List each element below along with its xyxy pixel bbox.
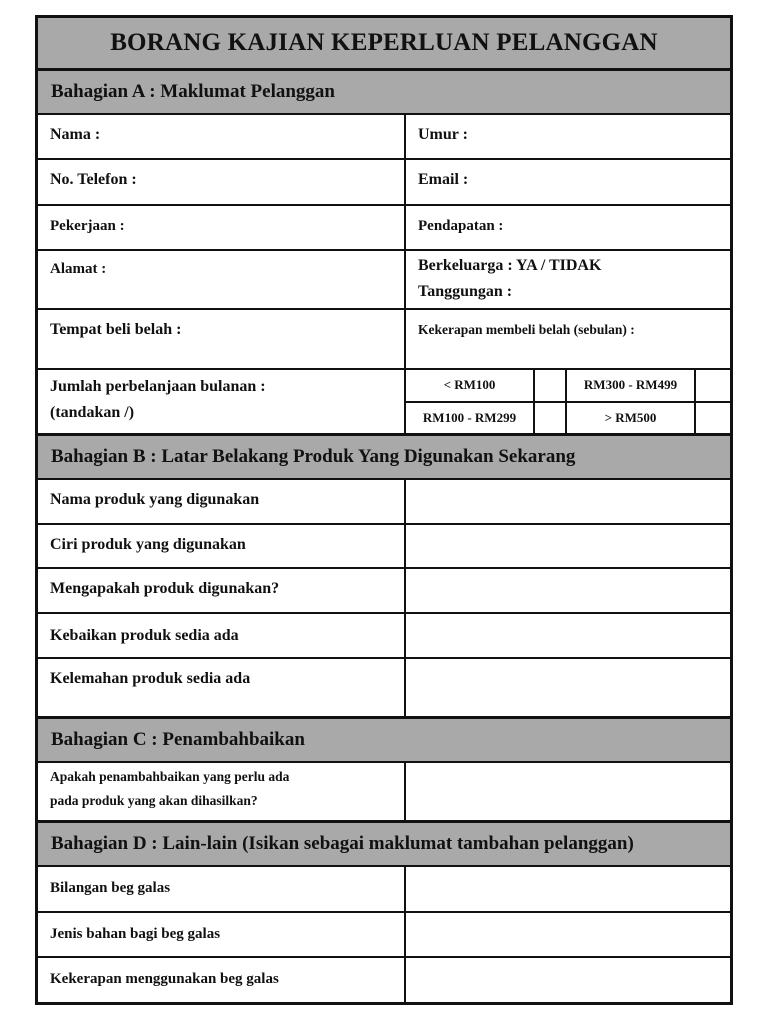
section-d-title: Bahagian D : Lain-lain (Isikan sebagai maklumat tambahan pelanggan) <box>51 833 634 854</box>
penambahbaikan-label-cell <box>38 763 406 820</box>
kelemahan-answer[interactable] <box>406 659 730 716</box>
nama-field[interactable] <box>38 115 406 158</box>
row-bilangan-beg <box>38 867 730 913</box>
umur-label: Umur : <box>418 126 468 143</box>
section-b-header <box>38 436 730 480</box>
mengapakah-label-cell <box>38 569 406 612</box>
row-kekerapan-beg <box>38 958 730 1002</box>
spending-options-row-2 <box>406 403 730 434</box>
section-a-title: Bahagian A : Maklumat Pelanggan <box>51 81 335 102</box>
bilangan-beg-answer[interactable] <box>406 867 730 911</box>
penambahbaikan-question-line1: Apakah penambahbaikan yang perlu ada <box>50 769 290 784</box>
option-below-100-label: < RM100 <box>406 370 535 401</box>
row-mengapakah <box>38 569 730 614</box>
option-300-499-checkbox[interactable] <box>696 370 730 401</box>
email-label: Email : <box>418 171 469 188</box>
jumlah-label-cell <box>38 370 406 433</box>
ciri-produk-answer[interactable] <box>406 525 730 567</box>
kebaikan-label: Kebaikan produk sedia ada <box>50 627 239 644</box>
row-nama-umur <box>38 115 730 160</box>
spending-options-grid <box>406 370 730 433</box>
row-kelemahan <box>38 659 730 719</box>
option-100-299-checkbox[interactable] <box>535 403 567 434</box>
option-below-100-checkbox[interactable] <box>535 370 567 401</box>
section-c-title: Bahagian C : Penambahbaikan <box>51 729 305 750</box>
penambahbaikan-question-line2: pada produk yang akan dihasilkan? <box>50 793 258 808</box>
pekerjaan-field[interactable] <box>38 206 406 249</box>
tempat-label: Tempat beli belah : <box>50 321 182 338</box>
row-jumlah-perbelanjaan <box>38 370 730 436</box>
jenis-bahan-label-cell <box>38 913 406 956</box>
row-tempat-kekerapan <box>38 310 730 370</box>
jenis-bahan-label: Jenis bahan bagi beg galas <box>50 926 221 942</box>
customer-survey-form <box>35 15 733 1005</box>
pendapatan-label: Pendapatan : <box>418 218 504 234</box>
berkeluarga-label: Berkeluarga : YA / TIDAK <box>418 257 602 274</box>
berkeluarga-field[interactable] <box>406 251 730 308</box>
nama-produk-label: Nama produk yang digunakan <box>50 491 260 508</box>
row-pekerjaan-pendapatan <box>38 206 730 251</box>
form-title: BORANG KAJIAN KEPERLUAN PELANGGAN <box>110 29 658 56</box>
tanggungan-label: Tanggungan : <box>418 283 513 300</box>
mengapakah-label: Mengapakah produk digunakan? <box>50 580 280 597</box>
section-c-header <box>38 719 730 763</box>
penambahbaikan-answer[interactable] <box>406 763 730 820</box>
kekerapan-beg-answer[interactable] <box>406 958 730 1002</box>
form-title-bar <box>38 18 730 71</box>
option-above-500-label: > RM500 <box>567 403 696 434</box>
jumlah-label: Jumlah perbelanjaan bulanan : <box>50 378 266 395</box>
mengapakah-answer[interactable] <box>406 569 730 612</box>
alamat-field[interactable] <box>38 251 406 308</box>
nama-produk-label-cell <box>38 480 406 523</box>
row-ciri-produk <box>38 525 730 569</box>
pekerjaan-label: Pekerjaan : <box>50 218 125 234</box>
section-b-title: Bahagian B : Latar Belakang Produk Yang Digunakan Sekarang <box>51 446 576 467</box>
kekerapan-field[interactable] <box>406 310 730 368</box>
tandakan-label: (tandakan /) <box>50 404 135 421</box>
option-100-299-label: RM100 - RM299 <box>406 403 535 434</box>
option-300-499-label: RM300 - RM499 <box>567 370 696 401</box>
kebaikan-answer[interactable] <box>406 614 730 657</box>
section-d-header <box>38 823 730 867</box>
telefon-field[interactable] <box>38 160 406 204</box>
nama-produk-answer[interactable] <box>406 480 730 523</box>
kebaikan-label-cell <box>38 614 406 657</box>
option-above-500-checkbox[interactable] <box>696 403 730 434</box>
umur-field[interactable] <box>406 115 730 158</box>
jenis-bahan-answer[interactable] <box>406 913 730 956</box>
ciri-produk-label: Ciri produk yang digunakan <box>50 536 246 553</box>
kelemahan-label: Kelemahan produk sedia ada <box>50 670 251 687</box>
spending-options-row-1 <box>406 370 730 403</box>
tempat-field[interactable] <box>38 310 406 368</box>
bilangan-beg-label: Bilangan beg galas <box>50 880 171 896</box>
email-field[interactable] <box>406 160 730 204</box>
kelemahan-label-cell <box>38 659 406 716</box>
nama-label: Nama : <box>50 126 101 143</box>
row-kebaikan <box>38 614 730 659</box>
ciri-produk-label-cell <box>38 525 406 567</box>
kekerapan-beg-label: Kekerapan menggunakan beg galas <box>50 971 279 987</box>
alamat-label: Alamat : <box>50 261 107 277</box>
row-alamat-berkeluarga <box>38 251 730 310</box>
pendapatan-field[interactable] <box>406 206 730 249</box>
row-penambahbaikan <box>38 763 730 823</box>
row-nama-produk <box>38 480 730 525</box>
kekerapan-beg-label-cell <box>38 958 406 1002</box>
kekerapan-label: Kekerapan membeli belah (sebulan) : <box>418 322 635 337</box>
bilangan-beg-label-cell <box>38 867 406 911</box>
row-jenis-bahan <box>38 913 730 958</box>
row-telefon-email <box>38 160 730 206</box>
telefon-label: No. Telefon : <box>50 171 137 188</box>
section-a-header <box>38 71 730 115</box>
